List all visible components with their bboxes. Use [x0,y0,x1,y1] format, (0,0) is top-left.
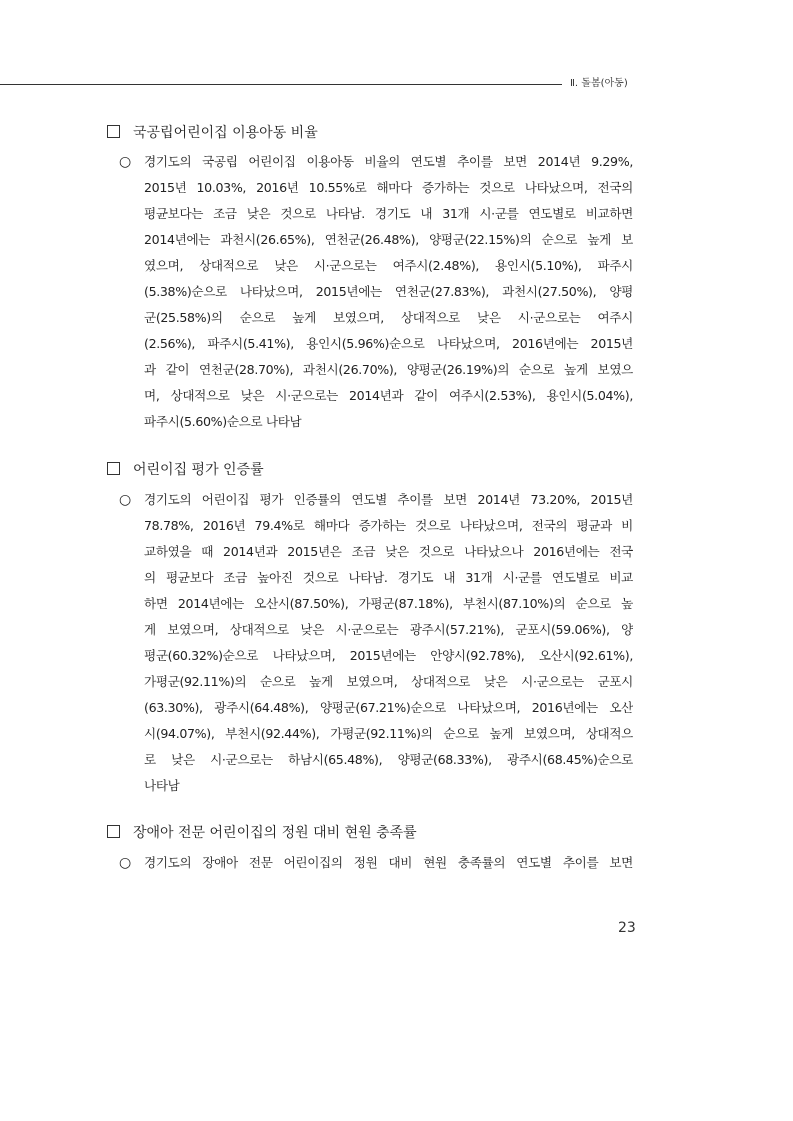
paragraph-line: 2015년 10.03%, 2016년 10.55%로 해마다 증가하는 것으로 나타났으며, 전국의 [144,180,633,195]
running-header: Ⅱ. 돌봄(아동) [570,78,628,89]
section-heading-accreditation [107,460,264,480]
paragraph-line: 로 낮은 시·군으로는 하남시(65.48%), 양평군(68.33%), 광주시(68.45%)순으로 [144,752,633,767]
section-heading-text: 장애아 전문 어린이집의 정원 대비 현원 충족률 [133,825,417,841]
paragraph-line: 군(25.58%)의 순으로 높게 보였으며, 상대적으로 낮은 시·군으로는 여주시 [144,310,633,325]
header-rule [0,84,562,85]
section-paragraph-disability-daycare [119,850,633,876]
paragraph-line: 하면 2014년에는 오산시(87.50%), 가평군(87.18%), 부천시(87.10%)의 순으로 높 [144,596,633,611]
section-heading-text: 국공립어린이집 이용아동 비율 [133,125,318,141]
paragraph-line: 경기도의 어린이집 평가 인증률의 연도별 추이를 보면 2014년 73.20%, 2015년 [144,492,633,507]
paragraph-line: 의 평균보다 조금 높아진 것으로 나타남. 경기도 내 31개 시·군를 연도별로 비교 [144,570,633,585]
paragraph-line: 경기도의 국공립 어린이집 이용아동 비율의 연도별 추이를 보면 2014년 9.29%, [144,154,633,169]
checkbox-square-icon [107,125,120,138]
paragraph-line: 2014년에는 과천시(26.65%), 연천군(26.48%), 양평군(22.15%)의 순으로 높게 보 [144,232,633,247]
section-heading-text: 어린이집 평가 인증률 [133,462,264,478]
paragraph-line: 경기도의 장애아 전문 어린이집의 정원 대비 현원 충족률의 연도별 추이를 보면 [144,855,633,870]
paragraph-line: 가평군(92.11%)의 순으로 높게 보였으며, 상대적으로 낮은 시·군으로는 군포시 [144,674,633,689]
circle-bullet-icon: ○ [119,855,132,871]
checkbox-square-icon [107,462,120,475]
paragraph-line: (5.38%)순으로 나타났으며, 2015년에는 연천군(27.83%), 과천시(27.50%), 양평 [144,284,633,299]
paragraph-line: 시(94.07%), 부천시(92.44%), 가평군(92.11%)의 순으로 높게 보였으며, 상대적으 [144,726,633,741]
circle-bullet-icon: ○ [119,154,132,170]
section-heading-disability-daycare [107,823,417,843]
paragraph-line: 나타남 [144,778,180,793]
paragraph-line: 과 같이 연천군(28.70%), 과천시(26.70%), 양평군(26.19%)의 순으로 높게 보였으 [144,362,633,377]
paragraph-line: 평균보다는 조금 낮은 것으로 나타남. 경기도 내 31개 시·군를 연도별로 비교하면 [144,206,633,221]
paragraph-line: (63.30%), 광주시(64.48%), 양평군(67.21%)순으로 나타났으며, 2016년에는 오산 [144,700,633,715]
paragraph-line: (2.56%), 파주시(5.41%), 용인시(5.96%)순으로 나타났으며, 2016년에는 2015년 [144,336,633,351]
paragraph-line: 파주시(5.60%)순으로 나타남 [144,414,302,429]
section-heading-public-daycare [107,123,318,143]
page-number: 23 [618,920,636,936]
checkbox-square-icon [107,825,120,838]
paragraph-line: 게 보였으며, 상대적으로 낮은 시·군으로는 광주시(57.21%), 군포시(59.06%), 양 [144,622,633,637]
section-paragraph-accreditation [119,487,633,799]
circle-bullet-icon: ○ [119,492,132,508]
paragraph-line: 교하였을 때 2014년과 2015년은 조금 낮은 것으로 나타났으나 2016년에는 전국 [144,544,633,559]
paragraph-line: 였으며, 상대적으로 낮은 시·군으로는 여주시(2.48%), 용인시(5.10%), 파주시 [144,258,633,273]
paragraph-line: 며, 상대적으로 낮은 시·군으로는 2014년과 같이 여주시(2.53%), 용인시(5.04%), [144,388,633,403]
paragraph-line: 평군(60.32%)순으로 나타났으며, 2015년에는 안양시(92.78%), 오산시(92.61%), [144,648,633,663]
paragraph-line: 78.78%, 2016년 79.4%로 해마다 증가하는 것으로 나타났으며, 전국의 평균과 비 [144,518,633,533]
section-paragraph-public-daycare [119,149,633,435]
